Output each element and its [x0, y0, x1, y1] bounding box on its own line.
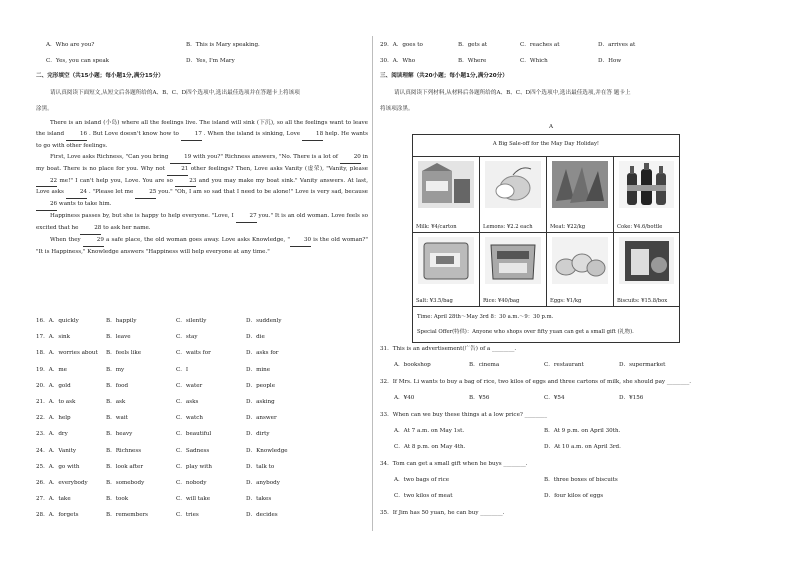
- blank-25: 25: [135, 187, 156, 199]
- passage-text: . "Please let me: [86, 189, 136, 196]
- cloze-option: D．asks for: [246, 350, 279, 357]
- passage-text: is the old woman?" "It is Happiness," Knowledge answers "Happiness will help everyone at any time.": [36, 237, 368, 255]
- cloze-option: B．my: [106, 366, 125, 373]
- ad-caption-eggs: Eggs: ¥1/kg: [550, 298, 582, 304]
- question-option: B．¥56: [469, 395, 490, 401]
- cloze-option: C．beautiful: [176, 431, 212, 438]
- cloze-option: B．wait: [106, 415, 128, 422]
- cloze-option: D．mine: [246, 366, 271, 373]
- blank-29: 29: [83, 235, 104, 247]
- cloze-option: C．watch: [176, 415, 203, 422]
- q30-option-a: 30．A．Who: [380, 58, 416, 64]
- passage-text: . When the island is sinking, Love: [201, 130, 303, 137]
- cloze-option: 26．A．everybody: [36, 480, 88, 486]
- blank-19: 19: [170, 152, 191, 164]
- cloze-option: C．tries: [176, 512, 199, 519]
- cloze-option: D．Knowledge: [246, 447, 288, 454]
- cloze-option: C．stay: [176, 334, 198, 341]
- q29-option-a: 29．A．goes to: [380, 42, 423, 48]
- cloze-option: 17．A．sink: [36, 334, 70, 341]
- question-option: C．two kilos of meat: [394, 493, 453, 499]
- cloze-option: 27．A．take: [36, 496, 71, 503]
- passage-paragraph: [36, 152, 368, 212]
- ad-special-offer: Special Offer(特供)：Anyone who shops over fifty yuan can get a small gift (礼物).: [417, 329, 634, 335]
- passage-text: help. He wants to go with other feelings.: [36, 130, 368, 149]
- question-stem: 32．If Mrs. Li wants to buy a bag of rice, two kilos of eggs and three cartons of milk, she should pay ________.: [380, 379, 692, 385]
- cloze-option: B．remembers: [106, 512, 149, 519]
- cloze-option: 21．A．to ask: [36, 399, 76, 405]
- cloze-option: B．somebody: [106, 480, 145, 486]
- ad-row-1: [413, 156, 679, 233]
- salt-bag-photo: [418, 237, 474, 284]
- cloze-option: D．decides: [246, 512, 278, 519]
- blank-16: 16: [66, 129, 87, 141]
- q15-option-c: C．Yes, you can speak: [46, 58, 110, 64]
- cloze-option: D．anybody: [246, 480, 280, 486]
- section2-instruction-line2: 涂黑。: [36, 106, 53, 112]
- question-option: C．At 8 p.m. on May 4th.: [394, 444, 466, 450]
- cloze-option: 28．A．forgets: [36, 512, 79, 519]
- question-option: A．bookshop: [394, 362, 431, 368]
- blank-20: 20: [340, 152, 361, 164]
- q29-option-d: D．arrives at: [598, 42, 636, 48]
- section2-instruction-line1: 请认真阅读下面短文,从短文后各题所给的A、B、C、D四个选项中,选出最佳选项并在答题卡上将该项: [50, 90, 300, 96]
- ad-caption-meat: Meat: ¥22/kg: [550, 224, 586, 230]
- cloze-option: B．Richness: [106, 447, 142, 454]
- passage-text: Happiness passes by, but she is happy to help everyone. "Love, I: [50, 213, 236, 220]
- cloze-option: D．talk to: [246, 463, 275, 470]
- q15-option-a: A．Who are you?: [46, 42, 95, 48]
- ad-info: [413, 306, 679, 343]
- coke-bottles-photo: [619, 161, 674, 208]
- section3-instruction-line1: 请认真阅读下列材料,从材料后各题所给的A、B、C、D四个选项中,选出最佳选项,并在答 题卡上: [394, 90, 631, 96]
- question-option: D．four kilos of eggs: [544, 493, 604, 499]
- passage-text: a safe place, the old woman goes away. Love asks Knowledge, ": [103, 237, 290, 244]
- ad-item-salt: [413, 233, 480, 307]
- ad-caption-lemons: Lemons: ¥2.2 each: [483, 224, 533, 230]
- question-stem: 34．Tom can get a small gift when he buys ________.: [380, 461, 528, 467]
- question-option: D．supermarket: [619, 362, 666, 368]
- passage-a-label: A: [549, 124, 554, 130]
- blank-17: 17: [181, 129, 202, 141]
- blank-18: 18: [302, 129, 323, 141]
- question-option: A．two bags of rice: [394, 477, 450, 483]
- cloze-option: C．silently: [176, 318, 207, 324]
- ad-caption-milk: Milk: ¥4/carton: [416, 224, 457, 230]
- passage-text: with you?" Richness answers, "No. There is a lot of: [191, 153, 340, 160]
- cloze-option: D．asking: [246, 399, 275, 405]
- question-option: B．three boxes of biscuits: [544, 477, 618, 483]
- passage-text: and you may make my boat sink." Vanity answers. At last, Love asks: [36, 177, 368, 196]
- cloze-option: B．look after: [106, 463, 144, 470]
- left-column: [36, 0, 376, 562]
- cloze-option: C．will take: [176, 496, 211, 503]
- biscuit-box-photo: [619, 237, 674, 284]
- question-option: B．cinema: [469, 362, 500, 368]
- passage-text: wants to take him.: [57, 201, 112, 208]
- cloze-option: D．takes: [246, 496, 272, 503]
- passage-text: you." It is an old woman. Love feels so excited that he: [36, 213, 368, 232]
- passage-text: There is an island (小岛) where all the feelings live. The island will sink (下沉), so all the feelings want to leave the island: [36, 120, 368, 137]
- q30-option-d: D．How: [598, 58, 622, 64]
- question-stem: 33．When can we buy these things at a low price? ________: [380, 412, 548, 418]
- passage-paragraph: [36, 118, 368, 152]
- blank-23: 23: [175, 176, 196, 188]
- cloze-option: B．ask: [106, 399, 126, 405]
- passage-text: When they: [50, 237, 83, 244]
- milk-carton-photo: [418, 161, 474, 208]
- q15-option-d: D．Yes, I'm Mary: [186, 58, 235, 64]
- cloze-option: 24．A．Vanity: [36, 447, 77, 454]
- ad-item-rice: [480, 233, 547, 307]
- question-option: A．At 7 a.m. on May 1st.: [394, 428, 465, 434]
- cloze-option: 18．A．worries about: [36, 350, 98, 357]
- passage-text: . But Love doesn't know how to: [87, 130, 181, 137]
- section3-heading: 三、阅读理解（共20小题；每小题1分,满分20分）: [380, 73, 508, 79]
- q15-option-b: B．This is Mary speaking.: [186, 42, 260, 48]
- cloze-option: C．Sadness: [176, 447, 210, 454]
- ad-item-meat: [547, 157, 614, 233]
- blank-27: 27: [236, 211, 257, 223]
- cloze-passage: [36, 118, 368, 258]
- cloze-option: D．answer: [246, 415, 277, 422]
- passage-text: me!" I can't help you, Love. You are so: [57, 177, 176, 184]
- blank-28: 28: [80, 223, 101, 235]
- lemon-photo: [485, 161, 541, 208]
- q30-option-c: C．Which: [520, 58, 548, 64]
- question-option: B．At 9 p.m. on April 30th.: [544, 428, 621, 434]
- cloze-option: C．water: [176, 382, 203, 389]
- q30-option-b: B．Where: [458, 58, 487, 64]
- section2-heading: 二、完形填空（共15小题；每小题1分,满分15分）: [36, 73, 164, 79]
- ad-caption-coke: Coke: ¥4.6/bottle: [617, 224, 663, 230]
- blank-24: 24: [66, 187, 87, 199]
- question-stem: 35．If Jim has 50 yuan, he can buy ________.: [380, 510, 505, 516]
- question-option: D．At 10 a.m. on April 3rd.: [544, 444, 621, 450]
- passage-text: other feelings? Then, Love asks Vanity (虚荣), "Vanity, please: [188, 165, 368, 172]
- q29-option-c: C．reaches at: [520, 42, 560, 48]
- passage-paragraph: [36, 235, 368, 258]
- cloze-option: C．asks: [176, 399, 199, 405]
- rice-bag-photo: [485, 237, 541, 284]
- cloze-option: B．happily: [106, 318, 137, 324]
- meat-photo: [552, 161, 608, 208]
- ad-title: A Big Sale-off for the May Day Holiday!: [492, 141, 600, 147]
- passage-text: you." "Oh, I am so sad that I need to be alone!" Love is very sad, because: [156, 189, 368, 196]
- cloze-option: 25．A．go with: [36, 463, 80, 470]
- question-option: C．¥54: [544, 395, 565, 401]
- blank-30: 30: [290, 235, 311, 247]
- ad-caption-rice: Rice: ¥40/bag: [483, 298, 520, 304]
- blank-21: 21: [167, 164, 188, 176]
- ad-item-milk: [413, 157, 480, 233]
- cloze-option: C．I: [176, 366, 189, 373]
- question-option: C．restaurant: [544, 362, 584, 368]
- ad-caption-salt: Salt: ¥3.5/bag: [416, 298, 453, 304]
- cloze-option: B．feels like: [106, 350, 142, 357]
- cloze-option: C．waits for: [176, 350, 211, 357]
- cloze-option: D．die: [246, 334, 265, 341]
- cloze-option: 20．A．gold: [36, 382, 71, 389]
- ad-item-eggs: [547, 233, 614, 307]
- blank-26: 26: [36, 199, 57, 211]
- cloze-option: C．nobody: [176, 480, 207, 486]
- ad-row-2: [413, 232, 679, 307]
- blank-22: 22: [36, 176, 57, 188]
- question-option: D．¥156: [619, 395, 644, 401]
- ad-item-coke: [614, 157, 679, 233]
- question-option: A．¥40: [394, 395, 415, 401]
- cloze-option: D．suddenly: [246, 318, 282, 324]
- cloze-option: B．took: [106, 496, 129, 503]
- cloze-option: 22．A．help: [36, 415, 71, 422]
- cloze-option: B．heavy: [106, 431, 133, 438]
- cloze-option: D．people: [246, 382, 276, 389]
- ad-item-lemons: [480, 157, 547, 233]
- cloze-option: C．play with: [176, 463, 212, 470]
- cloze-option: B．food: [106, 382, 129, 389]
- eggs-photo: [552, 237, 608, 284]
- question-stem: 31．This is an advertisement(广告) of a ________.: [380, 346, 517, 352]
- cloze-option: 19．A．me: [36, 366, 67, 373]
- cloze-option: D．dirty: [246, 431, 270, 438]
- passage-text: in my boat. There is no place for you. Why not: [36, 153, 368, 172]
- cloze-option: B．leave: [106, 334, 131, 341]
- passage-text: to ask her name.: [101, 225, 151, 232]
- ad-caption-biscuits: Biscuits: ¥15.8/box: [617, 298, 668, 304]
- q29-option-b: B．gets at: [458, 42, 488, 48]
- passage-text: First, Love asks Richness, "Can you bring: [50, 153, 171, 160]
- cloze-option: 23．A．dry: [36, 431, 68, 438]
- passage-paragraph: [36, 211, 368, 235]
- ad-item-biscuits: [614, 233, 679, 307]
- cloze-option: 16．A．quickly: [36, 318, 79, 324]
- ad-time: Time: April 28th～May 3rd 8：30 a.m.～9：30 p.m.: [417, 314, 554, 320]
- sale-advertisement: [412, 134, 680, 343]
- section3-instruction-line2: 将该项涂黑。: [380, 106, 414, 112]
